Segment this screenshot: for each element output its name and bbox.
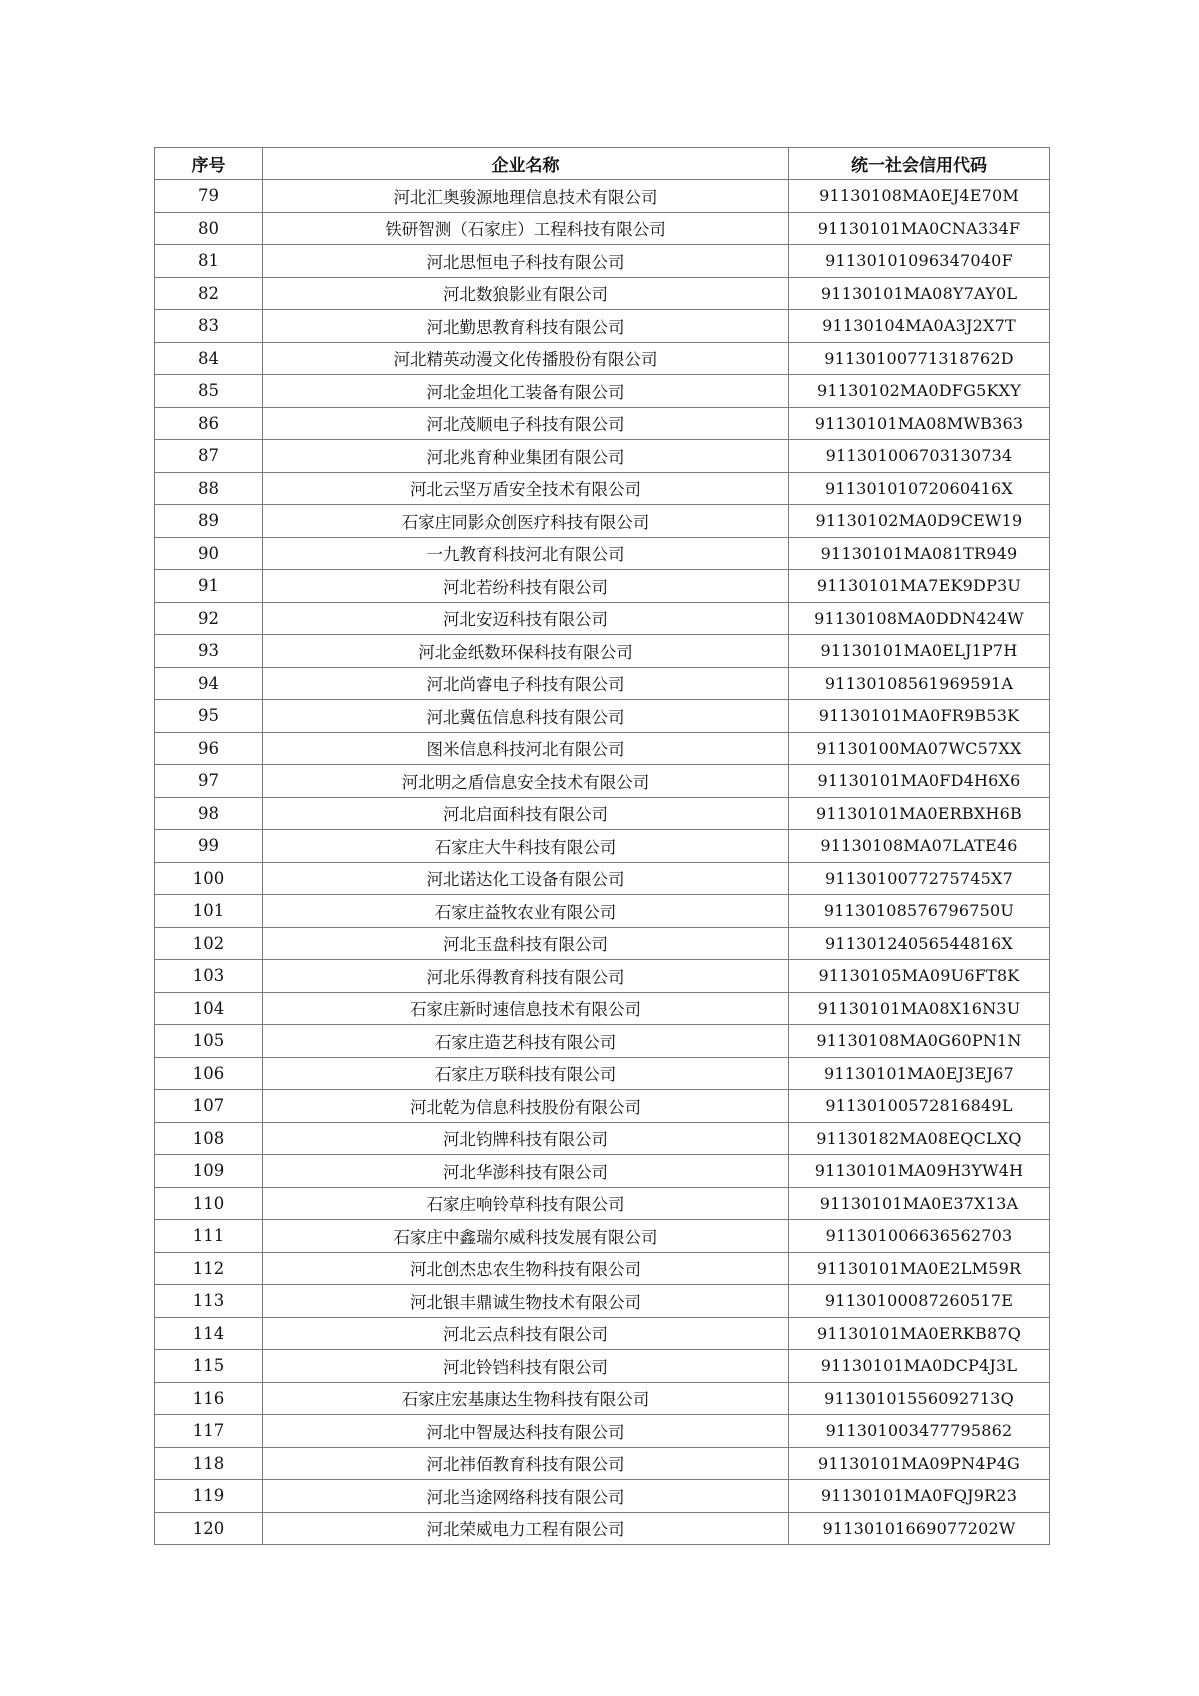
credit-code-cell: 91130101MA08Y7AY0L [789, 277, 1050, 310]
enterprise-name-cell: 河北诺达化工设备有限公司 [263, 862, 789, 895]
serial-number-cell: 92 [155, 602, 263, 635]
enterprise-name-cell: 石家庄响铃草科技有限公司 [263, 1187, 789, 1220]
serial-number-cell: 93 [155, 635, 263, 668]
credit-code-cell: 91130101MA08X16N3U [789, 992, 1050, 1025]
credit-code-cell: 91130102MA0D9CEW19 [789, 505, 1050, 538]
credit-code-cell: 91130101MA0DCP4J3L [789, 1350, 1050, 1383]
credit-code-cell: 91130101MA0FD4H6X6 [789, 765, 1050, 798]
enterprise-name-cell: 河北思恒电子科技有限公司 [263, 245, 789, 278]
enterprise-name-cell: 铁研智测（石家庄）工程科技有限公司 [263, 212, 789, 245]
credit-code-cell: 91130101096347040F [789, 245, 1050, 278]
table-row [155, 895, 1050, 928]
credit-code-cell: 91130108576796750U [789, 895, 1050, 928]
table-row [155, 1512, 1050, 1545]
enterprise-name-cell: 河北云点科技有限公司 [263, 1317, 789, 1350]
table-row [155, 1187, 1050, 1220]
table-row [155, 375, 1050, 408]
credit-code-cell: 91130108MA07LATE46 [789, 830, 1050, 863]
table-row [155, 960, 1050, 993]
table-row [155, 1447, 1050, 1480]
serial-number-cell: 89 [155, 505, 263, 538]
credit-code-cell: 91130101MA0EJ3EJ67 [789, 1057, 1050, 1090]
table-row [155, 505, 1050, 538]
serial-number-cell: 81 [155, 245, 263, 278]
enterprise-name-cell: 石家庄万联科技有限公司 [263, 1057, 789, 1090]
credit-code-cell: 91130101MA0ERBXH6B [789, 797, 1050, 830]
serial-number-cell: 118 [155, 1447, 263, 1480]
credit-code-cell: 91130124056544816X [789, 927, 1050, 960]
enterprise-name-cell: 图米信息科技河北有限公司 [263, 732, 789, 765]
credit-code-cell: 91130101MA09H3YW4H [789, 1155, 1050, 1188]
enterprise-name-cell: 河北若纷科技有限公司 [263, 570, 789, 603]
credit-code-cell: 91130101MA0E37X13A [789, 1187, 1050, 1220]
serial-number-cell: 87 [155, 440, 263, 473]
serial-number-cell: 107 [155, 1090, 263, 1123]
credit-code-cell: 91130100087260517E [789, 1285, 1050, 1318]
enterprise-name-cell: 河北冀伍信息科技有限公司 [263, 700, 789, 733]
credit-code-cell: 91130108MA0EJ4E70M [789, 180, 1050, 213]
serial-number-cell: 119 [155, 1480, 263, 1513]
table-row [155, 732, 1050, 765]
table-row [155, 1415, 1050, 1448]
enterprise-name-cell: 河北祎佰教育科技有限公司 [263, 1447, 789, 1480]
serial-number-cell: 82 [155, 277, 263, 310]
credit-code-cell: 91130105MA09U6FT8K [789, 960, 1050, 993]
table-row [155, 635, 1050, 668]
serial-number-cell: 97 [155, 765, 263, 798]
serial-number-cell: 85 [155, 375, 263, 408]
credit-code-cell: 91130182MA08EQCLXQ [789, 1122, 1050, 1155]
credit-code-cell: 91130101MA081TR949 [789, 537, 1050, 570]
table-row [155, 1350, 1050, 1383]
enterprise-name-cell: 河北华澎科技有限公司 [263, 1155, 789, 1188]
table-row [155, 1090, 1050, 1123]
credit-code-cell: 911301006636562703 [789, 1220, 1050, 1253]
enterprise-name-cell: 河北兆育种业集团有限公司 [263, 440, 789, 473]
enterprise-name-cell: 石家庄益牧农业有限公司 [263, 895, 789, 928]
credit-code-cell: 91130100771318762D [789, 342, 1050, 375]
table-row [155, 1285, 1050, 1318]
serial-number-cell: 114 [155, 1317, 263, 1350]
enterprise-name-cell: 河北云坚万盾安全技术有限公司 [263, 472, 789, 505]
enterprise-name-cell: 河北金纸数环保科技有限公司 [263, 635, 789, 668]
credit-code-cell: 91130108561969591A [789, 667, 1050, 700]
serial-number-cell: 84 [155, 342, 263, 375]
serial-number-cell: 83 [155, 310, 263, 343]
serial-number-cell: 117 [155, 1415, 263, 1448]
credit-code-cell: 91130101MA0FR9B53K [789, 700, 1050, 733]
table-row [155, 1220, 1050, 1253]
serial-number-cell: 96 [155, 732, 263, 765]
enterprise-name-cell: 石家庄宏基康达生物科技有限公司 [263, 1382, 789, 1415]
serial-number-cell: 95 [155, 700, 263, 733]
credit-code-cell: 911301003477795862 [789, 1415, 1050, 1448]
enterprise-name-cell: 河北当途网络科技有限公司 [263, 1480, 789, 1513]
serial-number-cell: 101 [155, 895, 263, 928]
enterprise-name-cell: 石家庄同影众创医疗科技有限公司 [263, 505, 789, 538]
serial-number-cell: 104 [155, 992, 263, 1025]
credit-code-cell: 911301006703130734 [789, 440, 1050, 473]
table-row [155, 472, 1050, 505]
enterprise-name-cell: 河北银丰鼎诚生物技术有限公司 [263, 1285, 789, 1318]
enterprise-name-cell: 石家庄大牛科技有限公司 [263, 830, 789, 863]
enterprise-name-cell: 河北明之盾信息安全技术有限公司 [263, 765, 789, 798]
enterprise-name-cell: 河北数狼影业有限公司 [263, 277, 789, 310]
enterprise-name-cell: 河北金坦化工装备有限公司 [263, 375, 789, 408]
serial-number-cell: 98 [155, 797, 263, 830]
table-row [155, 407, 1050, 440]
table-row [155, 1480, 1050, 1513]
serial-number-cell: 99 [155, 830, 263, 863]
serial-number-cell: 120 [155, 1512, 263, 1545]
serial-number-cell: 115 [155, 1350, 263, 1383]
enterprise-name-cell: 河北启面科技有限公司 [263, 797, 789, 830]
enterprise-name-cell: 河北乐得教育科技有限公司 [263, 960, 789, 993]
enterprise-name-cell: 石家庄新时速信息技术有限公司 [263, 992, 789, 1025]
enterprise-name-cell: 河北中智晟达科技有限公司 [263, 1415, 789, 1448]
enterprise-name-cell: 河北荣威电力工程有限公司 [263, 1512, 789, 1545]
table-row [155, 1057, 1050, 1090]
serial-number-cell: 94 [155, 667, 263, 700]
credit-code-cell: 91130101MA0E2LM59R [789, 1252, 1050, 1285]
table-row [155, 765, 1050, 798]
credit-code-cell: 91130101MA0FQJ9R23 [789, 1480, 1050, 1513]
enterprise-name-cell: 河北勤思教育科技有限公司 [263, 310, 789, 343]
table-row [155, 830, 1050, 863]
enterprise-name-cell: 石家庄造艺科技有限公司 [263, 1025, 789, 1058]
serial-number-cell: 80 [155, 212, 263, 245]
credit-code-cell: 91130101MA0ERKB87Q [789, 1317, 1050, 1350]
table-row [155, 1382, 1050, 1415]
serial-number-cell: 113 [155, 1285, 263, 1318]
enterprise-name-cell: 一九教育科技河北有限公司 [263, 537, 789, 570]
enterprise-name-cell: 河北铃铛科技有限公司 [263, 1350, 789, 1383]
enterprise-name-cell: 河北玉盘科技有限公司 [263, 927, 789, 960]
enterprise-name-cell: 河北茂顺电子科技有限公司 [263, 407, 789, 440]
credit-code-cell: 91130101MA0ELJ1P7H [789, 635, 1050, 668]
serial-number-cell: 90 [155, 537, 263, 570]
enterprise-name-cell: 河北精英动漫文化传播股份有限公司 [263, 342, 789, 375]
serial-number-cell: 116 [155, 1382, 263, 1415]
table-body [155, 180, 1050, 1545]
table-row [155, 1122, 1050, 1155]
serial-number-cell: 112 [155, 1252, 263, 1285]
table-row [155, 1252, 1050, 1285]
serial-number-cell: 79 [155, 180, 263, 213]
credit-code-cell: 91130100572816849L [789, 1090, 1050, 1123]
credit-code-cell: 91130101669077202W [789, 1512, 1050, 1545]
serial-number-cell: 106 [155, 1057, 263, 1090]
credit-code-cell: 91130100MA07WC57XX [789, 732, 1050, 765]
serial-number-cell: 109 [155, 1155, 263, 1188]
credit-code-cell: 91130101MA0CNA334F [789, 212, 1050, 245]
header-enterprise-name: 企业名称 [263, 148, 789, 180]
table-row [155, 245, 1050, 278]
credit-code-cell: 91130101MA7EK9DP3U [789, 570, 1050, 603]
credit-code-cell: 91130104MA0A3J2X7T [789, 310, 1050, 343]
serial-number-cell: 102 [155, 927, 263, 960]
serial-number-cell: 108 [155, 1122, 263, 1155]
table-row [155, 862, 1050, 895]
header-credit-code: 统一社会信用代码 [789, 148, 1050, 180]
serial-number-cell: 110 [155, 1187, 263, 1220]
table-row [155, 667, 1050, 700]
serial-number-cell: 103 [155, 960, 263, 993]
table-row [155, 1317, 1050, 1350]
table-row [155, 212, 1050, 245]
enterprise-name-cell: 河北创杰忠农生物科技有限公司 [263, 1252, 789, 1285]
credit-code-cell: 91130101MA08MWB363 [789, 407, 1050, 440]
table-row [155, 1155, 1050, 1188]
table-row [155, 797, 1050, 830]
credit-code-cell: 91130108MA0DDN424W [789, 602, 1050, 635]
credit-code-cell: 9113010077275745X7 [789, 862, 1050, 895]
table-row [155, 537, 1050, 570]
enterprise-name-cell: 河北尚睿电子科技有限公司 [263, 667, 789, 700]
table-row [155, 310, 1050, 343]
enterprise-name-cell: 河北乾为信息科技股份有限公司 [263, 1090, 789, 1123]
serial-number-cell: 86 [155, 407, 263, 440]
table-row [155, 570, 1050, 603]
credit-code-cell: 91130108MA0G60PN1N [789, 1025, 1050, 1058]
serial-number-cell: 91 [155, 570, 263, 603]
enterprise-name-cell: 石家庄中鑫瑞尔威科技发展有限公司 [263, 1220, 789, 1253]
table-row [155, 602, 1050, 635]
table-row [155, 992, 1050, 1025]
credit-code-cell: 91130101072060416X [789, 472, 1050, 505]
table-row [155, 1025, 1050, 1058]
table-row [155, 700, 1050, 733]
serial-number-cell: 111 [155, 1220, 263, 1253]
credit-code-cell: 91130102MA0DFG5KXY [789, 375, 1050, 408]
serial-number-cell: 105 [155, 1025, 263, 1058]
enterprise-name-cell: 河北钧牌科技有限公司 [263, 1122, 789, 1155]
serial-number-cell: 88 [155, 472, 263, 505]
credit-code-cell: 91130101MA09PN4P4G [789, 1447, 1050, 1480]
table-row [155, 440, 1050, 473]
enterprise-name-cell: 河北安迈科技有限公司 [263, 602, 789, 635]
header-serial-number: 序号 [155, 148, 263, 180]
table-row [155, 180, 1050, 213]
enterprise-table [154, 147, 1050, 1545]
serial-number-cell: 100 [155, 862, 263, 895]
table-row [155, 342, 1050, 375]
credit-code-cell: 91130101556092713Q [789, 1382, 1050, 1415]
table-header-row [155, 148, 1050, 180]
table-row [155, 277, 1050, 310]
table-row [155, 927, 1050, 960]
enterprise-name-cell: 河北汇奥骏源地理信息技术有限公司 [263, 180, 789, 213]
